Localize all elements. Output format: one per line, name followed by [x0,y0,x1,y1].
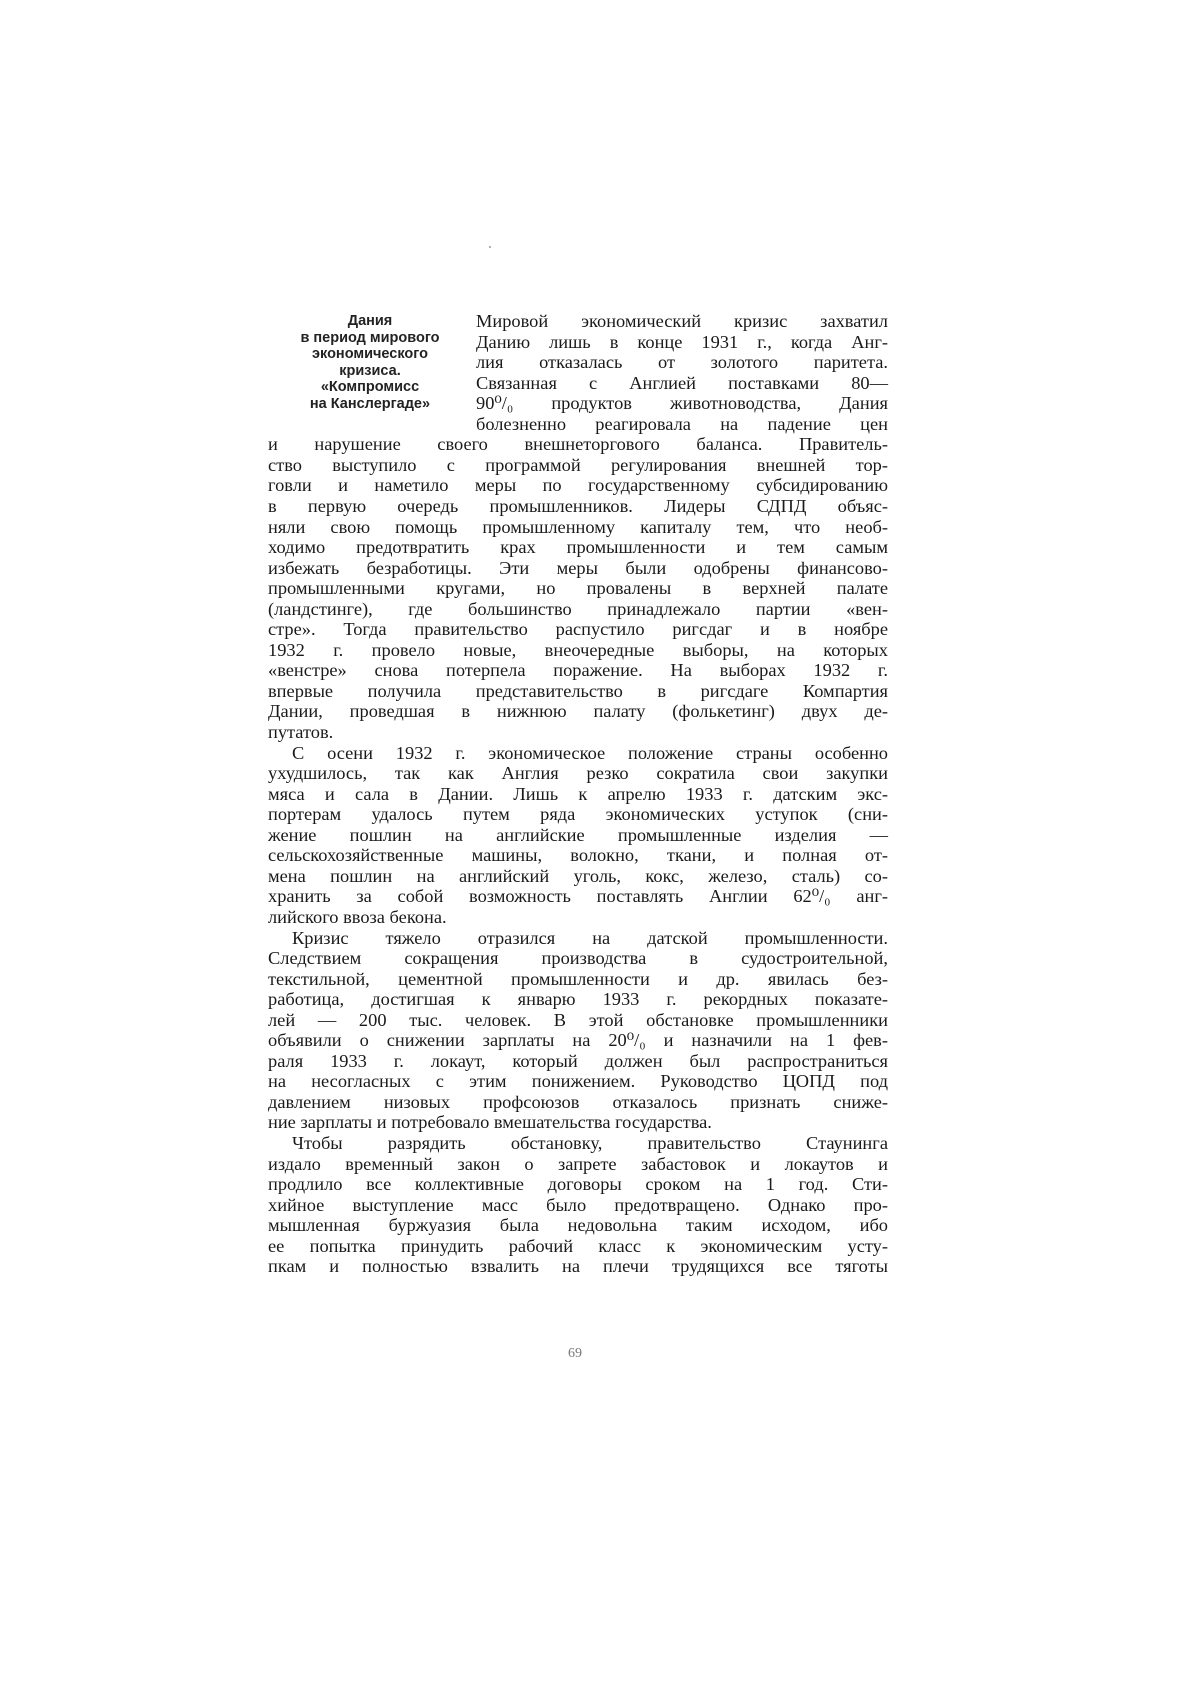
text-line: Мировой экономический кризис захватил [476,311,888,331]
margin-heading-line: в период мирового [300,329,440,346]
margin-heading-line: экономического [312,346,428,363]
text-line: сельскохозяйственные машины, волокно, ткани, и полная от- [268,845,888,866]
text-line: 1932 г. провело новые, внеочередные выборы, на которых [268,639,888,660]
text-line: няли свою помощь промышленному капиталу тем, что необ- [268,516,888,537]
text-line: лия отказалась от золотого паритета. [476,352,888,373]
text-line: Кризис тяжело отразился на датской промышленности. [292,927,888,948]
text-line: объявили о снижении зарплаты на 20⁰/₀ и назначили на 1 фев- [268,1030,888,1051]
text-line: лей — 200 тыс. человек. В этой обстановке промышленники [268,1009,888,1030]
text-line: 90⁰/₀ продуктов животноводства, Дания [476,393,888,414]
text-line: пкам и полностью взвалить на плечи трудящихся все тяготы [268,1256,888,1277]
text-line: Следствием сокращения производства в судостроительной, [268,948,888,969]
text-line: Чтобы разрядить обстановку, правительство Стаунинга [292,1133,888,1153]
text-line: мяса и сала в Дании. Лишь к апрелю 1933 г. датским экс- [268,783,888,804]
page-number: 69 [568,1346,582,1361]
text-line: (ландстинге), где большинство принадлежало партии «вен- [268,598,888,619]
text-line: мышленная буржуазия была недовольна таким исходом, ибо [268,1215,888,1236]
text-line: в первую очередь промышленников. Лидеры СДПД объяс- [268,495,888,516]
print-speck [489,246,491,248]
text-line: «венстре» снова потерпела поражение. На выборах 1932 г. [268,660,888,681]
text-line: жение пошлин на английские промышленные изделия — [268,824,888,845]
margin-heading-line: Дания [347,313,393,329]
text-line: лийского ввоза бекона. [268,906,447,927]
text-line: и нарушение своего внешнеторгового баланса. Правитель- [268,434,888,455]
text-line: Дании, проведшая в нижнюю палату (фолькетинг) двух де- [268,701,888,722]
text-line: Связанная с Англией поставками 80— [476,372,888,393]
text-line: впервые получила представительство в ригсдаге Компартия [268,680,888,701]
text-line: избежать безработицы. Эти меры были одобрены финансово- [268,557,888,578]
text-line: издало временный закон о запрете забастовок и локаутов и [268,1153,888,1174]
text-line: раля 1933 г. локаут, который должен был распространиться [268,1050,888,1071]
text-line: промышленными кругами, но провалены в верхней палате [268,578,888,599]
text-line: давлением низовых профсоюзов отказалось признать сниже- [268,1091,888,1112]
margin-heading-line: кризиса. [339,362,401,379]
text-line: ние зарплаты и потребовало вмешательства государства. [268,1112,712,1133]
text-line: продлило все коллективные договоры сроком на 1 год. Сти- [268,1174,888,1195]
text-line: хранить за собой возможность поставлять Англии 62⁰/₀ анг- [268,886,888,907]
text-line: ухудшилось, так как Англия резко сократила свои закупки [268,763,888,784]
text-line: стре». Тогда правительство распустило ригсдаг и в ноябре [268,619,888,640]
text-line: работица, достигшая к январю 1933 г. рекордных показате- [268,989,888,1010]
text-line: хийное выступление масс было предотвращено. Однако про- [268,1194,888,1215]
text-line: ство выступило с программой регулирования внешней тор- [268,454,888,475]
text-line: мена пошлин на английский уголь, кокс, железо, сталь) со- [268,865,888,886]
text-line: ходимо предотвратить крах промышленности и тем самым [268,537,888,558]
text-line: на несогласных с этим понижением. Руководство ЦОПД под [268,1071,888,1092]
text-line: путатов. [268,722,334,742]
text-line: текстильной, цементной промышленности и др. явилась без- [268,968,888,989]
text-line: С осени 1932 г. экономическое положение страны особенно [292,742,888,763]
text-line: портерам удалось путем ряда экономических уступок (сни- [268,804,888,825]
text-line: болезненно реагировала на падение цен [476,413,888,434]
text-line: Данию лишь в конце 1931 г., когда Анг- [476,331,888,352]
margin-heading-line: «Компромисс [320,379,420,396]
margin-heading [270,313,470,413]
text-line: говли и наметило меры по государственному субсидированию [268,475,888,496]
margin-heading-line: на Канслергаде» [309,395,431,412]
text-line: ее попытка принудить рабочий класс к экономическим усту- [268,1235,888,1256]
